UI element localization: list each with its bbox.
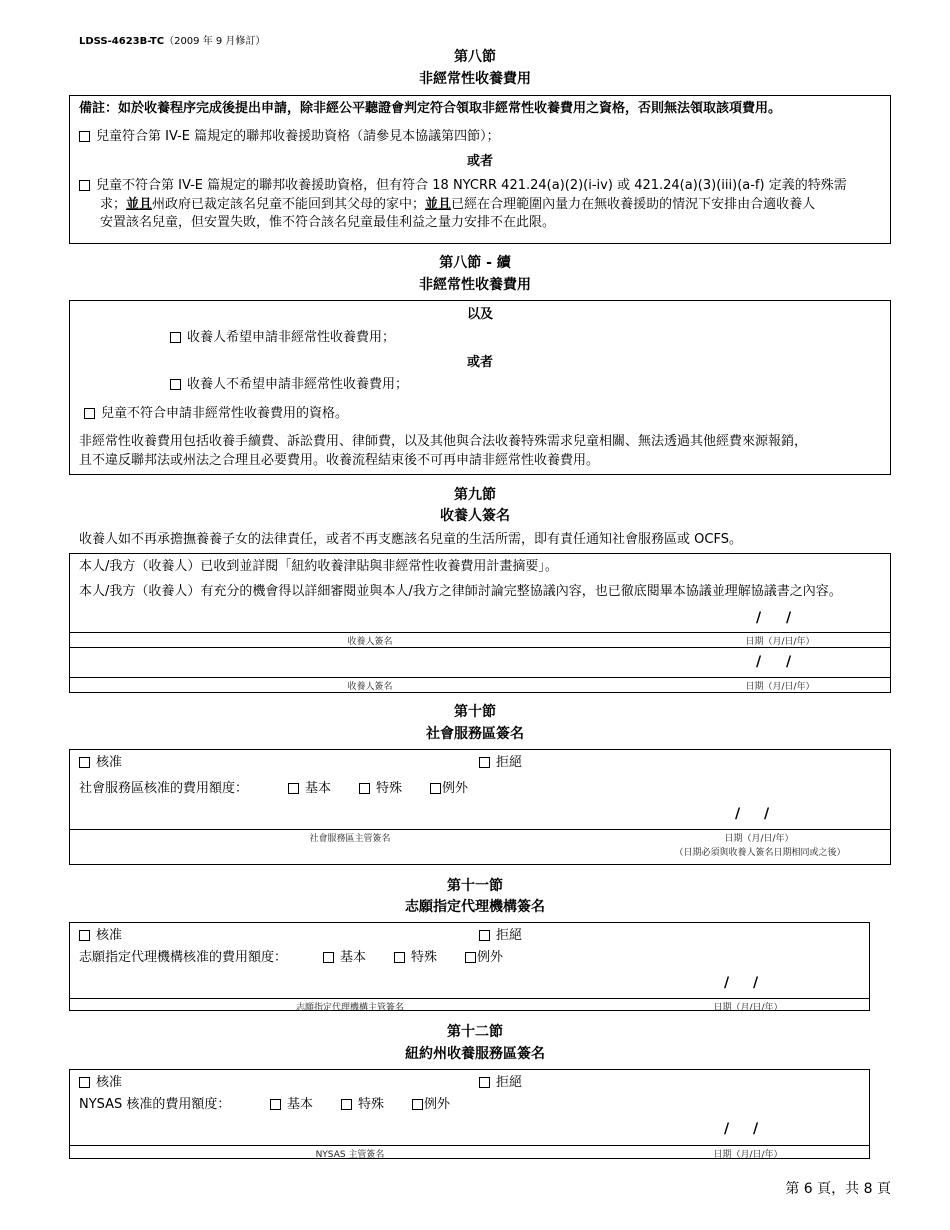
checkbox[interactable] bbox=[479, 1077, 490, 1088]
checkbox[interactable] bbox=[465, 952, 476, 963]
date-slash: / bbox=[786, 654, 792, 670]
sec11-exception-label: 例外 bbox=[477, 950, 504, 965]
checkbox[interactable] bbox=[170, 332, 181, 343]
sec10-deny-label: 拒絕 bbox=[496, 755, 523, 770]
sec12-deny-label: 拒絕 bbox=[496, 1075, 523, 1090]
checkbox[interactable] bbox=[479, 757, 490, 768]
sec8-opt2-line2 bbox=[100, 195, 815, 214]
sec8-opt2-text2a: 求； bbox=[100, 197, 127, 212]
sec10-sig-label: 社會服務區主管簽名 bbox=[309, 834, 391, 844]
sec12-subtitle: 紐約州收養服務區簽名 bbox=[405, 1046, 545, 1062]
sec8-opt1 bbox=[79, 127, 500, 146]
sec8-title: 第八節 bbox=[454, 49, 496, 65]
sec8-subtitle: 非經常性收養費用 bbox=[419, 71, 531, 87]
sec10-exception-label: 例外 bbox=[442, 781, 469, 796]
sec10-subtitle: 社會服務區簽名 bbox=[426, 726, 524, 742]
sec12-deny bbox=[479, 1073, 522, 1092]
sec8-note: 備註：如於收養程序完成後提出申請，除非經公平聽證會判定符合領取非經常性收養費用之資格，否則無法領取該項費用。 bbox=[79, 101, 782, 116]
sec10-title: 第十節 bbox=[454, 704, 496, 720]
sec8-opt1-label: 兒童符合第 IV-E 篇規定的聯邦收養援助資格（請參見本協議第四節）； bbox=[96, 129, 500, 144]
sec10-basic-label: 基本 bbox=[305, 781, 332, 796]
sec10-approve bbox=[79, 753, 122, 772]
date-slash: / bbox=[756, 610, 762, 626]
checkbox[interactable] bbox=[79, 757, 90, 768]
sec8c-opt-nowish bbox=[170, 375, 408, 394]
sec12-special-label: 特殊 bbox=[358, 1097, 385, 1112]
sec11-subtitle: 志願指定代理機構簽名 bbox=[405, 899, 545, 915]
page-a: 第 bbox=[785, 1181, 800, 1197]
sec11-approve-label: 核准 bbox=[96, 928, 123, 943]
signature-line[interactable] bbox=[69, 677, 891, 678]
page-num: 6 bbox=[803, 1181, 813, 1197]
sec10-date-label: 日期（月/日/年） bbox=[724, 834, 794, 844]
sec12-approve bbox=[79, 1073, 122, 1092]
sec12-exception bbox=[412, 1095, 450, 1114]
sec8-opt2-line1 bbox=[79, 176, 847, 195]
checkbox[interactable] bbox=[84, 408, 95, 419]
sec11-exception bbox=[465, 948, 503, 967]
checkbox[interactable] bbox=[394, 952, 405, 963]
sec8c-subtitle: 非經常性收養費用 bbox=[419, 277, 531, 293]
sec8c-title: 第八節 - 續 bbox=[439, 255, 511, 271]
sec9-date-label-1: 日期（月/日/年） bbox=[745, 637, 815, 647]
date-slash: / bbox=[753, 975, 759, 991]
date-slash: / bbox=[786, 610, 792, 626]
sec9-stmt1: 本人/我方（收養人）已收到並詳閱「紐約收養津貼與非經常性收養費用計畫摘要」。 bbox=[79, 559, 558, 574]
sec11-amount-label: 志願指定代理機構核准的費用額度： bbox=[79, 950, 288, 965]
checkbox[interactable] bbox=[479, 930, 490, 941]
checkbox[interactable] bbox=[270, 1099, 281, 1110]
sec10-basic bbox=[288, 779, 331, 798]
date-slash: / bbox=[735, 806, 741, 822]
signature-line[interactable] bbox=[69, 632, 891, 633]
page-b: 頁，共 bbox=[817, 1181, 860, 1197]
checkbox[interactable] bbox=[79, 180, 90, 191]
signature-line[interactable] bbox=[69, 998, 870, 999]
sec8c-or: 或者 bbox=[466, 355, 493, 370]
checkbox[interactable] bbox=[323, 952, 334, 963]
date-slash: / bbox=[764, 806, 770, 822]
page-total: 8 bbox=[863, 1181, 873, 1197]
checkbox[interactable] bbox=[79, 131, 90, 142]
sec11-special-label: 特殊 bbox=[411, 950, 438, 965]
date-slash: / bbox=[756, 654, 762, 670]
sec10-approve-label: 核准 bbox=[96, 755, 123, 770]
sec9-subtitle: 收養人簽名 bbox=[440, 508, 510, 524]
sec8c-desc-line1: 非經常性收養費用包括收養手續費、訴訟費用、律師費，以及其他與合法收養特殊需求兒童相關、無法透過其他經費來源報銷， bbox=[79, 434, 808, 449]
sec9-notice: 收養人如不再承擔撫養養子女的法律責任，或者不再支應該名兒童的生活所需，即有責任通知社會服務區或 OCFS。 bbox=[79, 532, 742, 547]
sec12-exception-label: 例外 bbox=[424, 1097, 451, 1112]
sec12-special bbox=[341, 1095, 384, 1114]
sec12-sig-label: NYSAS 主管簽名 bbox=[315, 1150, 385, 1160]
sec9-date-label-2: 日期（月/日/年） bbox=[745, 682, 815, 692]
checkbox[interactable] bbox=[412, 1099, 423, 1110]
signature-line[interactable] bbox=[69, 829, 891, 830]
page-c: 頁 bbox=[877, 1181, 891, 1197]
sec12-approve-label: 核准 bbox=[96, 1075, 123, 1090]
sec12-basic bbox=[270, 1095, 313, 1114]
sec11-date-label: 日期（月/日/年） bbox=[713, 1003, 783, 1013]
sec8-or: 或者 bbox=[466, 154, 493, 169]
sec9-stmt2: 本人/我方（收養人）有充分的機會得以詳細審閱並與本人/我方之律師討論完整協議內容，也已徹底閱畢本協議並理解協議書之內容。 bbox=[79, 584, 842, 599]
sec12-amount-label: NYSAS 核准的費用額度： bbox=[79, 1097, 231, 1112]
date-slash: / bbox=[753, 1121, 759, 1137]
sec12-basic-label: 基本 bbox=[287, 1097, 314, 1112]
checkbox[interactable] bbox=[288, 783, 299, 794]
sec8-opt2-line3: 安置該名兒童，但安置失敗，惟不符合該名兒童最佳利益之量力安排不在此限。 bbox=[100, 215, 556, 230]
signature-line[interactable] bbox=[69, 1145, 870, 1146]
sec11-deny-label: 拒絕 bbox=[496, 928, 523, 943]
checkbox[interactable] bbox=[79, 930, 90, 941]
checkbox[interactable] bbox=[79, 1077, 90, 1088]
sec8-and1: 並且 bbox=[126, 197, 153, 212]
divider bbox=[69, 647, 891, 648]
sec12-title: 第十二節 bbox=[447, 1024, 503, 1040]
sec8c-opt-wish-label: 收養人希望申請非經常性收養費用； bbox=[187, 330, 396, 345]
page-number bbox=[785, 1178, 891, 1198]
sec8-opt2-text1: 兒童不符合第 IV-E 篇規定的聯邦收養援助資格，但有符合 18 NYCRR 421.24(a)(2)(i-iv) 或 421.24(a)(3)(iii)(a-f) 定義的特殊需 bbox=[96, 178, 847, 193]
form-code-header bbox=[79, 32, 265, 47]
sec8c-opt-wish bbox=[170, 328, 395, 347]
sec11-basic-label: 基本 bbox=[340, 950, 367, 965]
sec11-approve bbox=[79, 926, 122, 945]
sec10-deny bbox=[479, 753, 522, 772]
date-slash: / bbox=[724, 975, 730, 991]
sec10-exception bbox=[430, 779, 468, 798]
checkbox[interactable] bbox=[170, 379, 181, 390]
sec11-special bbox=[394, 948, 437, 967]
sec8-opt2-text2b: 州政府已裁定該名兒童不能回到其父母的家中； bbox=[152, 197, 426, 212]
sec8c-opt-nowish-label: 收養人不希望申請非經常性收養費用； bbox=[187, 377, 409, 392]
sec11-deny bbox=[479, 926, 522, 945]
sec9-sig-label-1: 收養人簽名 bbox=[347, 637, 393, 647]
checkbox[interactable] bbox=[359, 783, 370, 794]
form-revision: （2009 年 9 月修訂） bbox=[164, 36, 266, 47]
date-slash: / bbox=[724, 1121, 730, 1137]
sec9-sig-label-2: 收養人簽名 bbox=[347, 682, 393, 692]
sec10-special bbox=[359, 779, 402, 798]
checkbox[interactable] bbox=[341, 1099, 352, 1110]
sec10-date-note: （日期必須與收養人簽名日期相同或之後） bbox=[674, 848, 846, 858]
sec8-opt2-text2c: 已經在合理範圍內量力在無收養援助的情況下安排由合適收養人 bbox=[451, 197, 816, 212]
sec11-title: 第十一節 bbox=[447, 878, 503, 894]
sec11-sig-label: 志願指定代理機構主管簽名 bbox=[295, 1003, 404, 1013]
sec11-basic bbox=[323, 948, 366, 967]
sec10-amount-label: 社會服務區核准的費用額度： bbox=[79, 781, 249, 796]
sec9-title: 第九節 bbox=[454, 487, 496, 503]
form-code: LDSS-4623B-TC bbox=[79, 36, 165, 47]
sec12-date-label: 日期（月/日/年） bbox=[713, 1150, 783, 1160]
sec8-and2: 並且 bbox=[425, 197, 452, 212]
sec8c-desc-line2: 且不違反聯邦法或州法之合理且必要費用。收養流程結束後不可再申請非經常性收養費用。 bbox=[79, 453, 600, 468]
sec8c-opt-ineligible bbox=[84, 404, 348, 423]
sec8c-and: 以及 bbox=[466, 307, 493, 322]
sec8c-opt-ineligible-label: 兒童不符合申請非經常性收養費用的資格。 bbox=[101, 406, 349, 421]
checkbox[interactable] bbox=[430, 783, 441, 794]
sec10-special-label: 特殊 bbox=[376, 781, 403, 796]
